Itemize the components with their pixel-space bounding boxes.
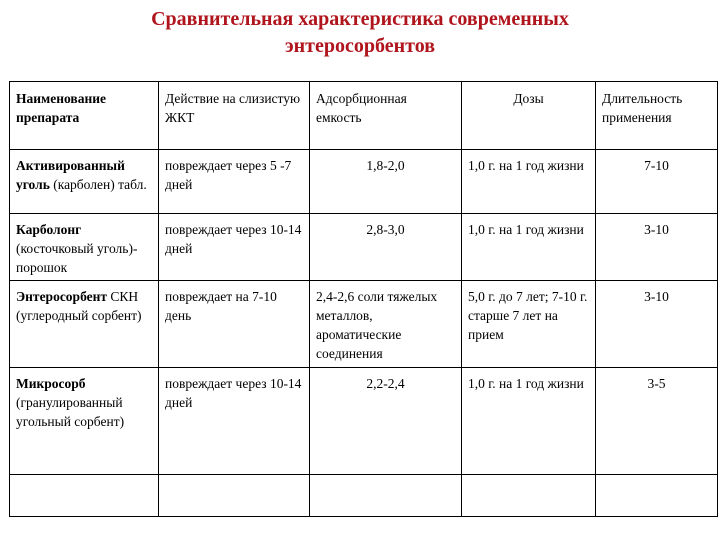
cell-dose: 1,0 г. на 1 год жизни (462, 214, 596, 281)
header-capacity: Адсорбционная емкость (310, 82, 462, 150)
cell-name (10, 368, 159, 475)
header-dose: Дозы (462, 82, 596, 150)
header-duration: Длительность применения (596, 82, 718, 150)
table-row-empty (10, 475, 718, 517)
header-action: Действие на слизистую ЖКТ (159, 82, 310, 150)
cell-dose: 5,0 г. до 7 лет; 7-10 г. старше 7 лет на прием (462, 281, 596, 368)
name-rest: (косточковый уголь)-порошок (16, 241, 138, 275)
cell-action: повреждает через 10-14 дней (159, 214, 310, 281)
title-line-1: Сравнительная характеристика современных (151, 8, 569, 30)
cell-capacity: 2,2-2,4 (310, 368, 462, 475)
cell-capacity: 1,8-2,0 (310, 150, 462, 214)
cell-duration: 3-5 (596, 368, 718, 475)
name-bold: Микросорб (16, 376, 86, 391)
header-name: Наименование препарата (10, 82, 159, 150)
cell-dose: 1,0 г. на 1 год жизни (462, 368, 596, 475)
name-bold: Энтеросорбент (16, 289, 108, 304)
cell-capacity: 2,4-2,6 соли тяжелых металлов, ароматические соединения (310, 281, 462, 368)
table-row (10, 368, 718, 475)
name-rest: СКН (углеродный сорбент) (16, 289, 142, 323)
name-rest: (гранулированный угольный сорбент) (16, 395, 125, 429)
name-bold: Активированный уголь (16, 158, 125, 192)
cell-capacity: 2,8-3,0 (310, 214, 462, 281)
page-title (0, 6, 720, 60)
empty-cell (462, 475, 596, 517)
comparison-table (9, 81, 718, 517)
cell-duration: 7-10 (596, 150, 718, 214)
empty-cell (159, 475, 310, 517)
table-row (10, 150, 718, 214)
cell-duration: 3-10 (596, 281, 718, 368)
empty-cell (10, 475, 159, 517)
cell-duration: 3-10 (596, 214, 718, 281)
cell-action: повреждает на 7-10 день (159, 281, 310, 368)
table-row (10, 281, 718, 368)
table-header-row (10, 82, 718, 150)
cell-name (10, 281, 159, 368)
cell-dose: 1,0 г. на 1 год жизни (462, 150, 596, 214)
cell-action: повреждает через 10-14 дней (159, 368, 310, 475)
table-row (10, 214, 718, 281)
cell-name (10, 150, 159, 214)
title-line-2: энтеросорбентов (285, 35, 435, 57)
empty-cell (310, 475, 462, 517)
cell-action: повреждает через 5 -7 дней (159, 150, 310, 214)
cell-name (10, 214, 159, 281)
empty-cell (596, 475, 718, 517)
name-bold: Карболонг (16, 222, 82, 237)
name-rest: (карболен) табл. (49, 177, 147, 192)
